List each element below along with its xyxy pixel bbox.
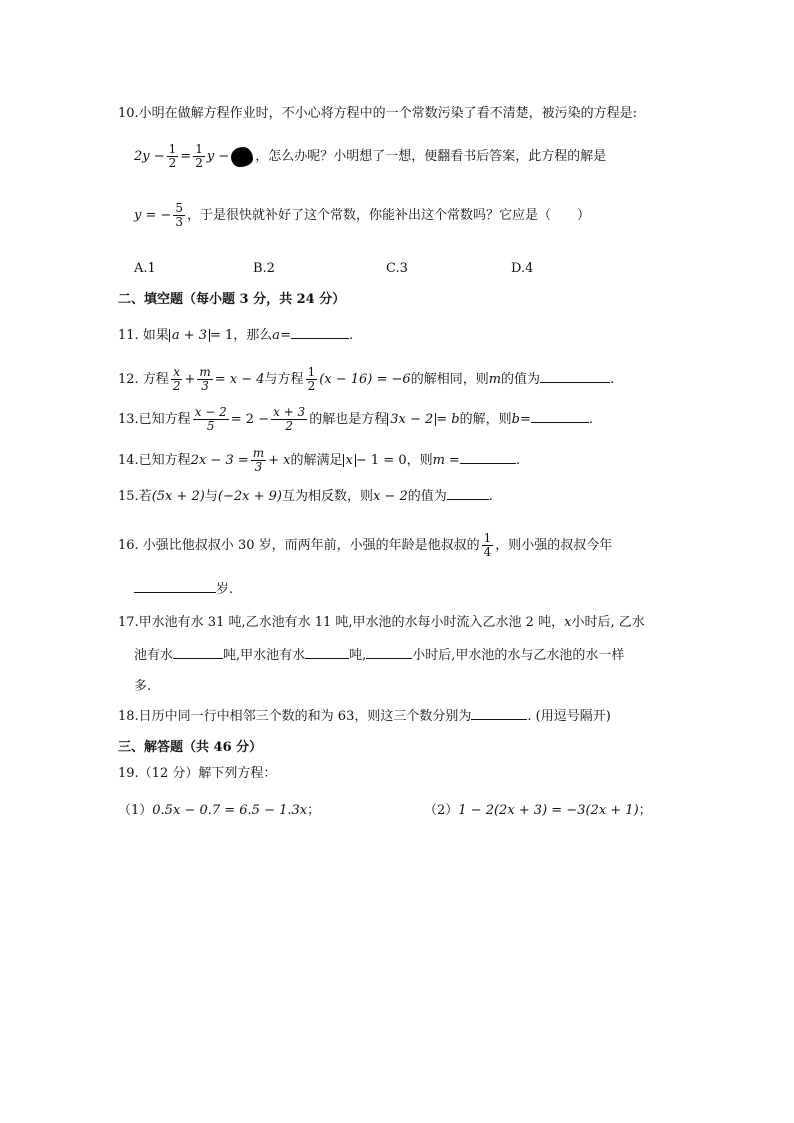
q19-part2: （2）1 − 2(2x + 3) = −3(2x + 1)；	[424, 803, 652, 818]
q16-line2: 岁.	[134, 583, 233, 596]
q10-option-c: C.3	[386, 261, 408, 276]
q10-option-b: B.2	[253, 261, 275, 276]
q15: 15.若(5x + 2)与(−2x + 9)互为相反数，则x − 2的值为 .	[118, 489, 493, 504]
q10-eq-a: 2y −	[134, 149, 165, 164]
q17-blank-1[interactable]	[173, 657, 223, 659]
q10-frac2: $\frac{1}{2}$	[195, 142, 203, 170]
section-2-title: 二、填空题（每小题 3 分，共 24 分）	[118, 292, 346, 307]
q16-line1: 16. 小强比他叔叔小 30 岁，而两年前，小强的年龄是他叔叔的 $\frac{1}{4}$ ，则小强的叔叔今年	[118, 531, 613, 559]
q12: 12. 方程 $\frac{x}{2}$ + $\frac{m}{3}$ = x − 4与方程 $\frac{1}{2}$ (x − 16) = −6的解相同，则m的值为 .	[118, 365, 615, 393]
q16-answer-blank[interactable]	[134, 591, 216, 593]
q17-blank-2[interactable]	[305, 657, 349, 659]
section-3-title: 三、解答题（共 46 分）	[118, 740, 263, 755]
q18: 18.日历中同一行中相邻三个数的和为 63，则这三个数分别为 . (用逗号隔开)	[118, 709, 611, 724]
q19-title: 19.（12 分）解下列方程：	[118, 766, 277, 781]
q11-abs: a + 3	[169, 329, 210, 342]
q14: 14.已知方程2x − 3 = $\frac{m}{3}$ + x的解满足 x − 1 = 0，则m = .	[118, 446, 521, 474]
q17-line2: 池有水 吨,甲水池有水 吨, 小时后,甲水池的水与乙水池的水一样	[134, 648, 625, 663]
q18-answer-blank[interactable]	[471, 718, 527, 720]
q10-frac-sol: $\frac{5}{3}$	[175, 201, 184, 229]
q13: 13.已知方程 $\frac{x - 2}{5}$ = 2 − $\frac{x + 3}{2}$ 的解也是方程 3x − 2 = b的解，则b= .	[118, 405, 593, 433]
q17-blank-3[interactable]	[366, 657, 412, 659]
ink-stain-blot	[231, 147, 253, 167]
q15-answer-blank[interactable]	[447, 498, 489, 500]
q11-answer-blank[interactable]	[291, 337, 349, 339]
q10-line2: 2y − $\frac{1}{2}$ = $\frac{1}{2}$ y − ，怎么办呢？小明想了一想，便翻看书后答案，此方程的解是	[134, 142, 607, 170]
q17-line1: 17.甲水池有水 31 吨,乙水池有水 11 吨,甲水池的水每小时流入乙水池 2 吨，x小时后, 乙水	[118, 615, 645, 630]
q11: 11. 如果 a + 3 = 1，那么a= .	[118, 328, 354, 343]
q10-option-a: A.1	[134, 261, 156, 276]
q10-option-d: D.4	[511, 261, 534, 276]
q14-answer-blank[interactable]	[460, 462, 516, 464]
q10-line1: 10.小明在做解方程作业时，不小心将方程中的一个常数污染了看不清楚，被污染的方程是:	[118, 106, 638, 121]
q13-answer-blank[interactable]	[531, 421, 589, 423]
q17-line3: 多.	[134, 679, 152, 694]
q19-part1: （1）0.5x − 0.7 = 6.5 − 1.3x；	[118, 803, 321, 818]
q10-line3: y = − $\frac{5}{3}$ ，于是很快就补好了这个常数，你能补出这个常数吗？它应是（ ）	[134, 201, 591, 229]
q12-answer-blank[interactable]	[540, 381, 610, 383]
q10-frac1: $\frac{1}{2}$	[168, 142, 177, 170]
